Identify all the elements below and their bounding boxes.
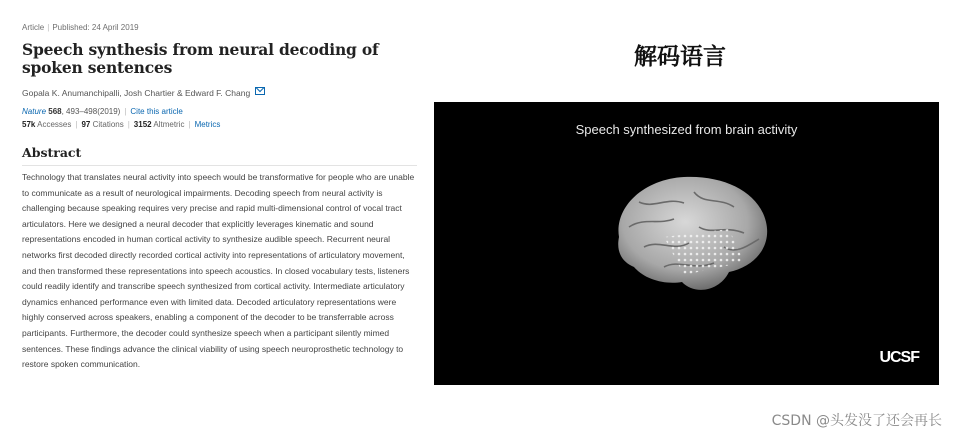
altmetric-label: Altmetric bbox=[153, 120, 185, 129]
citations-count: 97 bbox=[81, 120, 91, 129]
separator: | bbox=[188, 120, 191, 129]
citations-label: Citations bbox=[92, 120, 124, 129]
article-panel bbox=[22, 22, 417, 373]
separator: | bbox=[75, 120, 78, 129]
altmetric-count: 3152 bbox=[133, 120, 152, 129]
metrics-link[interactable]: Metrics bbox=[194, 120, 221, 129]
watermark: CSDN @头发没了还会再长 bbox=[771, 413, 942, 429]
journal-volume: 568 bbox=[48, 107, 62, 116]
email-icon[interactable] bbox=[255, 87, 265, 95]
ucsf-logo: UCSF bbox=[879, 349, 919, 366]
abstract-text: Technology that translates neural activity into speech would be transformative for people who are unable to communicate as a result of neurological impairments. Decoding speech from neural activity is challenging because speaking requires very precise and rapid multi-dimensional control of vocal tract articulators. Here we designed a neural decoder that explicitly leverages kinematic and sound representations encoded in human cortical activity to synthesize audible speech. Recurrent neural networks first decoded directly recorded cortical activity into representations of articulatory movement, and then transformed these representations into speech acoustics. In closed vocabulary tests, listeners could readily identify and transcribe speech synthesized from cortical activity. Intermediate articulatory dynamics enhanced performance even with limited data. Decoded articulatory representations were highly conserved across speakers, enabling a component of the decoder to be transferrable across participants. Furthermore, the decoder could synthesize speech when a participant silently mimed sentences. These findings advance the clinical viability of using speech neuroprosthetic technology to restore spoken communication. bbox=[22, 172, 415, 370]
video-frame[interactable] bbox=[434, 102, 939, 385]
authors-text[interactable]: Gopala K. Anumanchipalli, Josh Chartier & Edward F. Chang bbox=[22, 88, 251, 98]
cite-link[interactable]: Cite this article bbox=[130, 107, 183, 116]
article-type: Article bbox=[22, 23, 45, 32]
citation-line bbox=[22, 107, 417, 116]
metrics-bar bbox=[22, 120, 417, 129]
separator: | bbox=[124, 107, 127, 116]
brain-image bbox=[604, 167, 774, 307]
separator: | bbox=[47, 23, 50, 32]
video-caption: Speech synthesized from brain activity bbox=[575, 122, 798, 137]
article-meta bbox=[22, 22, 417, 33]
article-title: Speech synthesis from neural decoding of spoken sentences bbox=[22, 40, 379, 77]
journal-name[interactable]: Nature bbox=[22, 107, 47, 116]
abstract-heading: Abstract bbox=[22, 145, 417, 166]
published-date: Published: 24 April 2019 bbox=[52, 23, 139, 32]
journal-pages: , 493–498(2019) bbox=[61, 107, 121, 116]
separator: | bbox=[127, 120, 130, 129]
accesses-count: 57k bbox=[22, 120, 36, 129]
accesses-label: Accesses bbox=[37, 120, 72, 129]
section-heading: 解码语言 bbox=[634, 44, 726, 70]
author-list bbox=[22, 88, 417, 98]
